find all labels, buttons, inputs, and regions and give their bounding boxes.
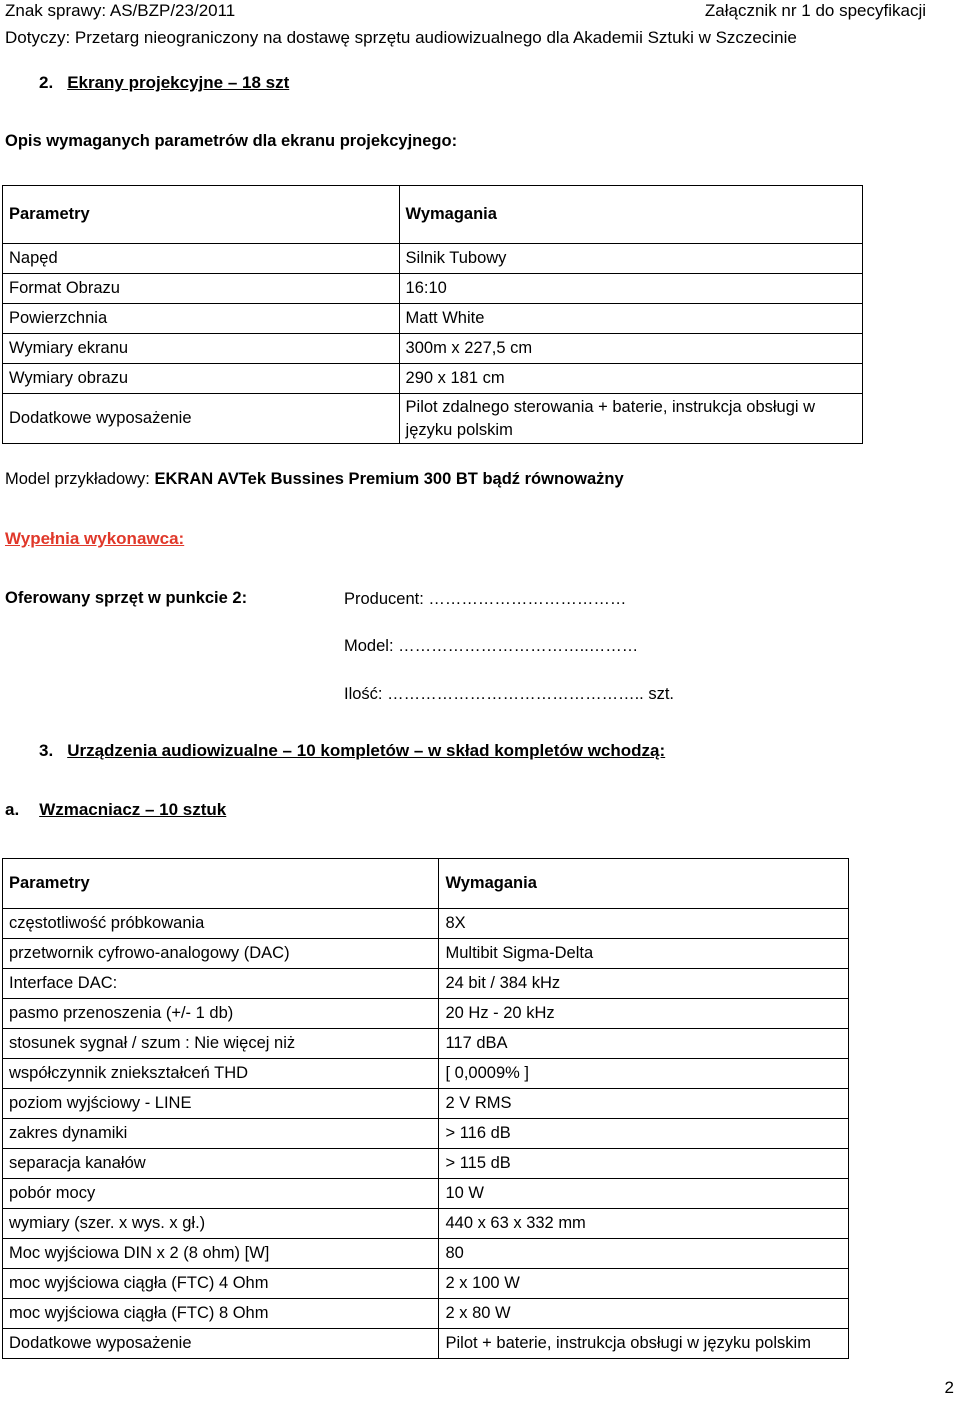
table-row <box>3 909 849 939</box>
param-cell: zakres dynamiki <box>3 1119 439 1149</box>
example-model-label: Model przykładowy: <box>5 470 155 488</box>
req-cell: 440 x 63 x 332 mm <box>439 1209 849 1239</box>
table-header-row <box>3 859 849 909</box>
table-row <box>3 1269 849 1299</box>
section-3-title: Urządzenia audiowizualne – 10 kompletów – w skład kompletów wchodzą: <box>67 741 666 760</box>
req-cell: 2 x 80 W <box>439 1299 849 1329</box>
table-row <box>3 1089 849 1119</box>
column-header-parameters: Parametry <box>3 186 400 244</box>
screen-params-intro: Opis wymaganych parametrów dla ekranu projekcyjnego: <box>5 132 458 150</box>
req-cell: 24 bit / 384 kHz <box>439 969 849 999</box>
page-number: 2 <box>944 1378 954 1397</box>
subsection-a-title: Wzmacniacz – 10 sztuk <box>39 800 227 819</box>
req-cell: 20 Hz - 20 kHz <box>439 999 849 1029</box>
req-cell: Pilot + baterie, instrukcja obsługi w języku polskim <box>439 1329 849 1359</box>
table-row <box>3 364 863 394</box>
table-row <box>3 939 849 969</box>
model-field: Model: ……………………………..……… <box>344 637 639 655</box>
table-row <box>3 1329 849 1359</box>
req-cell: Silnik Tubowy <box>399 244 862 274</box>
table-row <box>3 304 863 334</box>
case-number: Znak sprawy: AS/BZP/23/2011 <box>5 1 236 20</box>
param-cell: Dodatkowe wyposażenie <box>3 394 400 444</box>
req-cell <box>399 394 862 444</box>
table-row <box>3 1179 849 1209</box>
table-row <box>3 394 863 444</box>
table-row <box>3 1299 849 1329</box>
req-line: Pilot zdalnego sterowania + baterie, instrukcja obsługi w <box>405 397 816 416</box>
param-cell: moc wyjściowa ciągła (FTC) 8 Ohm <box>3 1299 439 1329</box>
table-row <box>3 1209 849 1239</box>
offered-equipment-label: Oferowany sprzęt w punkcie 2: <box>5 589 248 607</box>
param-cell: Format Obrazu <box>3 274 400 304</box>
req-cell: 300m x 227,5 cm <box>399 334 862 364</box>
table-row <box>3 999 849 1029</box>
section-2-title: Ekrany projekcyjne – 18 szt <box>67 73 290 92</box>
req-cell: 8X <box>439 909 849 939</box>
param-cell: Napęd <box>3 244 400 274</box>
table-row <box>3 1149 849 1179</box>
subsection-a-letter: a. <box>5 800 20 819</box>
req-cell: 10 W <box>439 1179 849 1209</box>
param-cell: Wymiary ekranu <box>3 334 400 364</box>
param-cell: częstotliwość próbkowania <box>3 909 439 939</box>
example-model-value: EKRAN AVTek Bussines Premium 300 BT bądź równoważny <box>154 470 624 488</box>
attachment-label: Załącznik nr 1 do specyfikacji <box>704 1 926 20</box>
subsection-a-heading <box>5 800 226 820</box>
screen-spec-table <box>2 185 863 444</box>
param-cell: moc wyjściowa ciągła (FTC) 4 Ohm <box>3 1269 439 1299</box>
table-row <box>3 1059 849 1089</box>
req-cell: 117 dBA <box>439 1029 849 1059</box>
req-cell: Multibit Sigma-Delta <box>439 939 849 969</box>
table-row <box>3 334 863 364</box>
producer-field: Producent: ……………………………… <box>344 590 627 608</box>
req-cell: Matt White <box>399 304 862 334</box>
section-2-number: 2. <box>39 73 54 92</box>
column-header-requirements: Wymagania <box>399 186 862 244</box>
param-cell: Interface DAC: <box>3 969 439 999</box>
subject-line: Dotyczy: Przetarg nieograniczony na dostawę sprzętu audiowizualnego dla Akademii Sztuki w Szczecinie <box>5 28 797 47</box>
param-cell: Moc wyjściowa DIN x 2 (8 ohm) [W] <box>3 1239 439 1269</box>
contractor-fill-heading: Wypełnia wykonawca: <box>5 529 185 548</box>
column-header-parameters: Parametry <box>3 859 439 909</box>
section-3-number: 3. <box>39 741 54 760</box>
table-row <box>3 274 863 304</box>
param-cell: pobór mocy <box>3 1179 439 1209</box>
param-cell: pasmo przenoszenia (+/- 1 db) <box>3 999 439 1029</box>
param-cell: Dodatkowe wyposażenie <box>3 1329 439 1359</box>
req-cell: 16:10 <box>399 274 862 304</box>
param-cell: współczynnik zniekształceń THD <box>3 1059 439 1089</box>
table-header-row <box>3 186 863 244</box>
table-row <box>3 244 863 274</box>
example-model <box>5 470 624 489</box>
param-cell: wymiary (szer. x wys. x gł.) <box>3 1209 439 1239</box>
table-row <box>3 969 849 999</box>
param-cell: separacja kanałów <box>3 1149 439 1179</box>
amplifier-spec-table <box>2 858 849 1359</box>
param-cell: poziom wyjściowy - LINE <box>3 1089 439 1119</box>
req-cell: > 116 dB <box>439 1119 849 1149</box>
section-3-heading <box>39 741 665 761</box>
param-cell: Powierzchnia <box>3 304 400 334</box>
req-cell: 290 x 181 cm <box>399 364 862 394</box>
req-cell: 80 <box>439 1239 849 1269</box>
param-cell: przetwornik cyfrowo-analogowy (DAC) <box>3 939 439 969</box>
table-row <box>3 1119 849 1149</box>
req-cell: [ 0,0009% ] <box>439 1059 849 1089</box>
req-cell: 2 V RMS <box>439 1089 849 1119</box>
req-cell: > 115 dB <box>439 1149 849 1179</box>
req-line: języku polskim <box>405 420 513 439</box>
column-header-requirements: Wymagania <box>439 859 849 909</box>
section-2-heading <box>39 73 289 93</box>
param-cell: stosunek sygnał / szum : Nie więcej niż <box>3 1029 439 1059</box>
req-cell: 2 x 100 W <box>439 1269 849 1299</box>
table-row <box>3 1239 849 1269</box>
param-cell: Wymiary obrazu <box>3 364 400 394</box>
table-row <box>3 1029 849 1059</box>
quantity-field: Ilość: ……………………………………….. szt. <box>344 685 675 703</box>
